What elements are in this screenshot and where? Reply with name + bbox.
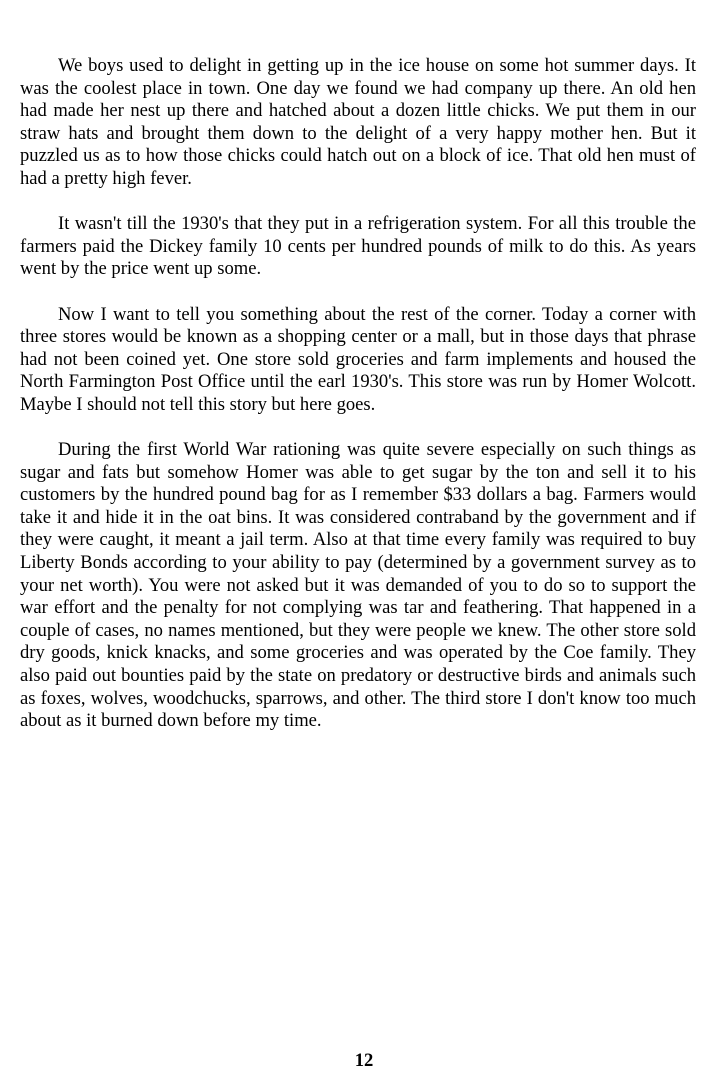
page-number: 12 xyxy=(354,1050,374,1071)
paragraph-ice-house: We boys used to delight in getting up in the ice house on some hot summer days. It was the coolest place in town. One day we found we had company up there. An old hen had made her nest up there and hatched about a dozen little chicks. We put them in our straw hats and brought them down to the delight of a very happy mother hen. But it puzzled us as to how those chicks could hatch out on a block of ice. That old hen must of had a pretty high fever. xyxy=(20,55,696,189)
paragraph-world-war: During the first World War rationing was quite severe especially on such things as sugar and fats but somehow Homer was able to get sugar by the ton and sell it to his customers by the hundred pound bag for as I remember $33 dollars a bag. Farmers would take it and hide it in the oat bins. It was considered contraband by the government and if they were caught, it meant a jail term. Also at that time every family was required to buy Liberty Bonds according to your ability to pay (determined by a government survey as to your net worth). You were not asked but it was demanded of you to do so to support the war effort and the penalty for not complying was tar and feathering. That happened in a couple of cases, no names mentioned, but they were people we knew. The other store sold dry goods, knick knacks, and some groceries and was operated by the Coe family. They also paid out bounties paid by the state on predatory or destructive birds and animals such as foxes, wolves, woodchucks, sparrows, and other. The third store I don't know too much about as it burned down before my time. xyxy=(20,439,696,732)
body-text xyxy=(20,55,696,733)
paragraph-corner-stores: Now I want to tell you something about the rest of the corner. Today a corner with three stores would be known as a shopping center or a mall, but in those days that phrase had not been coined yet. One store sold groceries and farm implements and housed the North Farmington Post Office until the earl 1930's. This store was run by Homer Wolcott. Maybe I should not tell this story but here goes. xyxy=(20,303,696,415)
paragraph-refrigeration: It wasn't till the 1930's that they put in a refrigeration system. For all this trouble the farmers paid the Dickey family 10 cents per hundred pounds of milk to do this. As years went by the price went up some. xyxy=(20,213,696,280)
